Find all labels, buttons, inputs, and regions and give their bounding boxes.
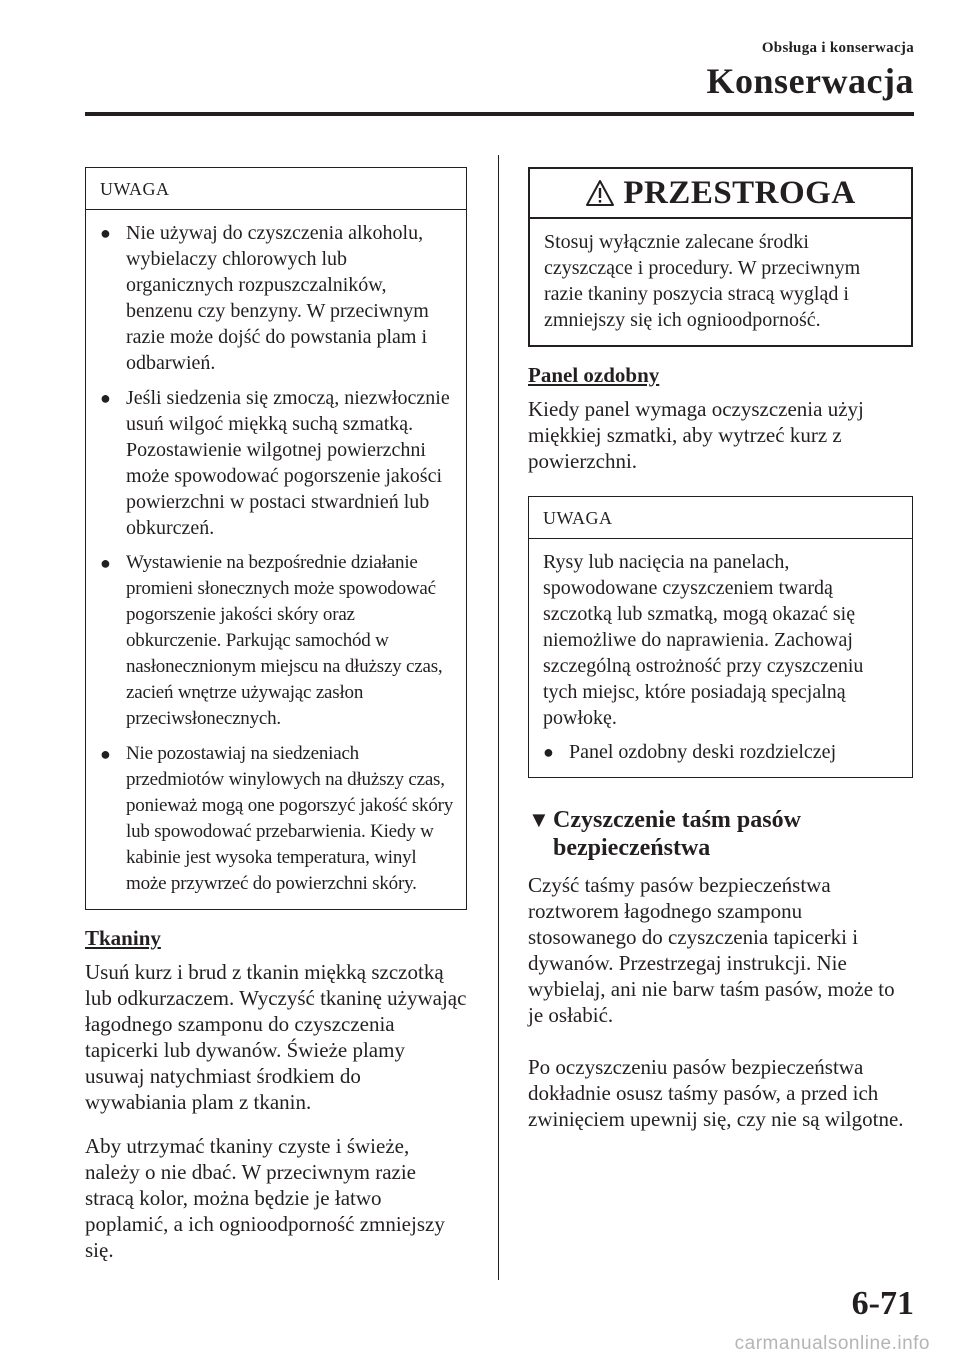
watermark: carmanualsonline.info [734, 1333, 930, 1354]
fabric-paragraph: Aby utrzymać tkaniny czyste i świeże, należy o nie dbać. W przeciwnym razie stracą kolor, można będzie je łatwo poplamić, a ich ognioodporność zmniejszy się. [85, 1134, 445, 1262]
triangle-down-icon: ▼ [528, 807, 550, 832]
warning-triangle-icon [585, 179, 615, 207]
bullet-icon: ● [100, 553, 111, 573]
bullet-icon: ● [100, 744, 111, 764]
column-divider [498, 155, 499, 1280]
belts-heading-text: Czyszczenie taśm pasów bezpieczeństwa [553, 807, 801, 861]
bullet-text: Wystawienie na bezpośrednie działanie promieni słonecznych może spowodować pogorszenie jakości skóry oraz obkurczenie. Parkując samochód w nasłonecznionym miejscu na dłuższy czas, zacień wnętrze używając zasłon przeciwsłonecznych. [126, 552, 443, 729]
note-body [86, 210, 466, 909]
note-label: UWAGA [529, 497, 912, 539]
bullet-text: Panel ozdobny deski rozdzielczej [569, 741, 837, 763]
caution-text: Stosuj wyłącznie zalecane środki czyszczące i procedury. W przeciwnym razie tkaniny poszycia stracą wygląd i zmniejszy się ich ognioodporność. [544, 231, 861, 331]
page-title: Konserwacja [706, 61, 914, 101]
note-box-panel [528, 496, 913, 778]
right-column [528, 167, 913, 1150]
bullet-text: Jeśli siedzenia się zmoczą, niezwłocznie usuń wilgoć miękką suchą szmatką. Pozostawienie wilgotnej powierzchni może spowodować pogorszenie jakości powierzchni w postaci stwardnień lub obkurczeń. [126, 387, 450, 539]
bullet-icon: ● [100, 223, 111, 243]
bullet-text: Nie pozostawiaj na siedzeniach przedmiotów winylowych na dłuższy czas, ponieważ mogą one pogorszyć jakość skóry lub spowodować przebarwienia. Kiedy w kabinie jest wysoka temperatura, winyl może przywrzeć do powierzchni skóry. [126, 743, 454, 894]
list-item [100, 741, 454, 897]
list-item [100, 220, 454, 376]
panel-paragraph: Kiedy panel wymaga oczyszczenia użyj miękkiej szmatki, aby wytrzeć kurz z powierzchni. [528, 397, 864, 473]
caution-header [530, 169, 911, 219]
list-item [543, 739, 900, 765]
belts-paragraph: Czyść taśmy pasów bezpieczeństwa roztworem łagodnego szamponu stosowanego do czyszczenia tapicerki i dywanów. Przestrzegaj instrukcji. Nie wybielaj, ani nie barw taśm pasów, może to je osłabić. [528, 873, 895, 1027]
list-item [100, 550, 454, 732]
running-header-section: Obsługa i konserwacja [761, 40, 914, 56]
belts-section-heading [528, 806, 913, 862]
header-rule [85, 112, 914, 116]
fabric-paragraph: Usuń kurz i brud z tkanin miękką szczotką lub odkurzaczem. Wyczyść tkaninę używając łagodnego szamponu do czyszczenia tapicerki lub dywanów. Świeże plamy usuwaj natychmiast środkiem do wywabiania plam z tkanin. [85, 960, 467, 1114]
bullet-text: Nie używaj do czyszczenia alkoholu, wybielaczy chlorowych lub organicznych rozpuszczalników, benzenu czy benzyny. W przeciwnym razie może dojść do powstania plam i odbarwień. [126, 222, 429, 374]
note-body [529, 539, 912, 777]
bullet-icon: ● [100, 388, 111, 408]
belts-paragraph: Po oczyszczeniu pasów bezpieczeństwa dokładnie osusz taśmy pasów, a przed ich zwinięciem upewnij się, czy nie są wilgotne. [528, 1055, 904, 1131]
bullet-icon: ● [543, 742, 554, 762]
note-label: UWAGA [86, 168, 466, 210]
list-item [100, 385, 454, 541]
note-text: Rysy lub nacięcia na panelach, spowodowane czyszczeniem twardą szczotką lub szmatką, mogą okazać się niemożliwe do naprawienia. Zachowaj szczególną ostrożność przy czyszczeniu tych miejsc, które posiadają specjalną powłokę. [543, 551, 864, 729]
panel-heading: Panel ozdobny [528, 363, 660, 387]
caution-box [528, 167, 913, 347]
fabric-heading: Tkaniny [85, 926, 161, 950]
note-box-seats [85, 167, 467, 910]
left-column [85, 167, 467, 1281]
caution-label: PRZESTROGA [623, 174, 856, 211]
page-number: 6-71 [851, 1285, 914, 1322]
